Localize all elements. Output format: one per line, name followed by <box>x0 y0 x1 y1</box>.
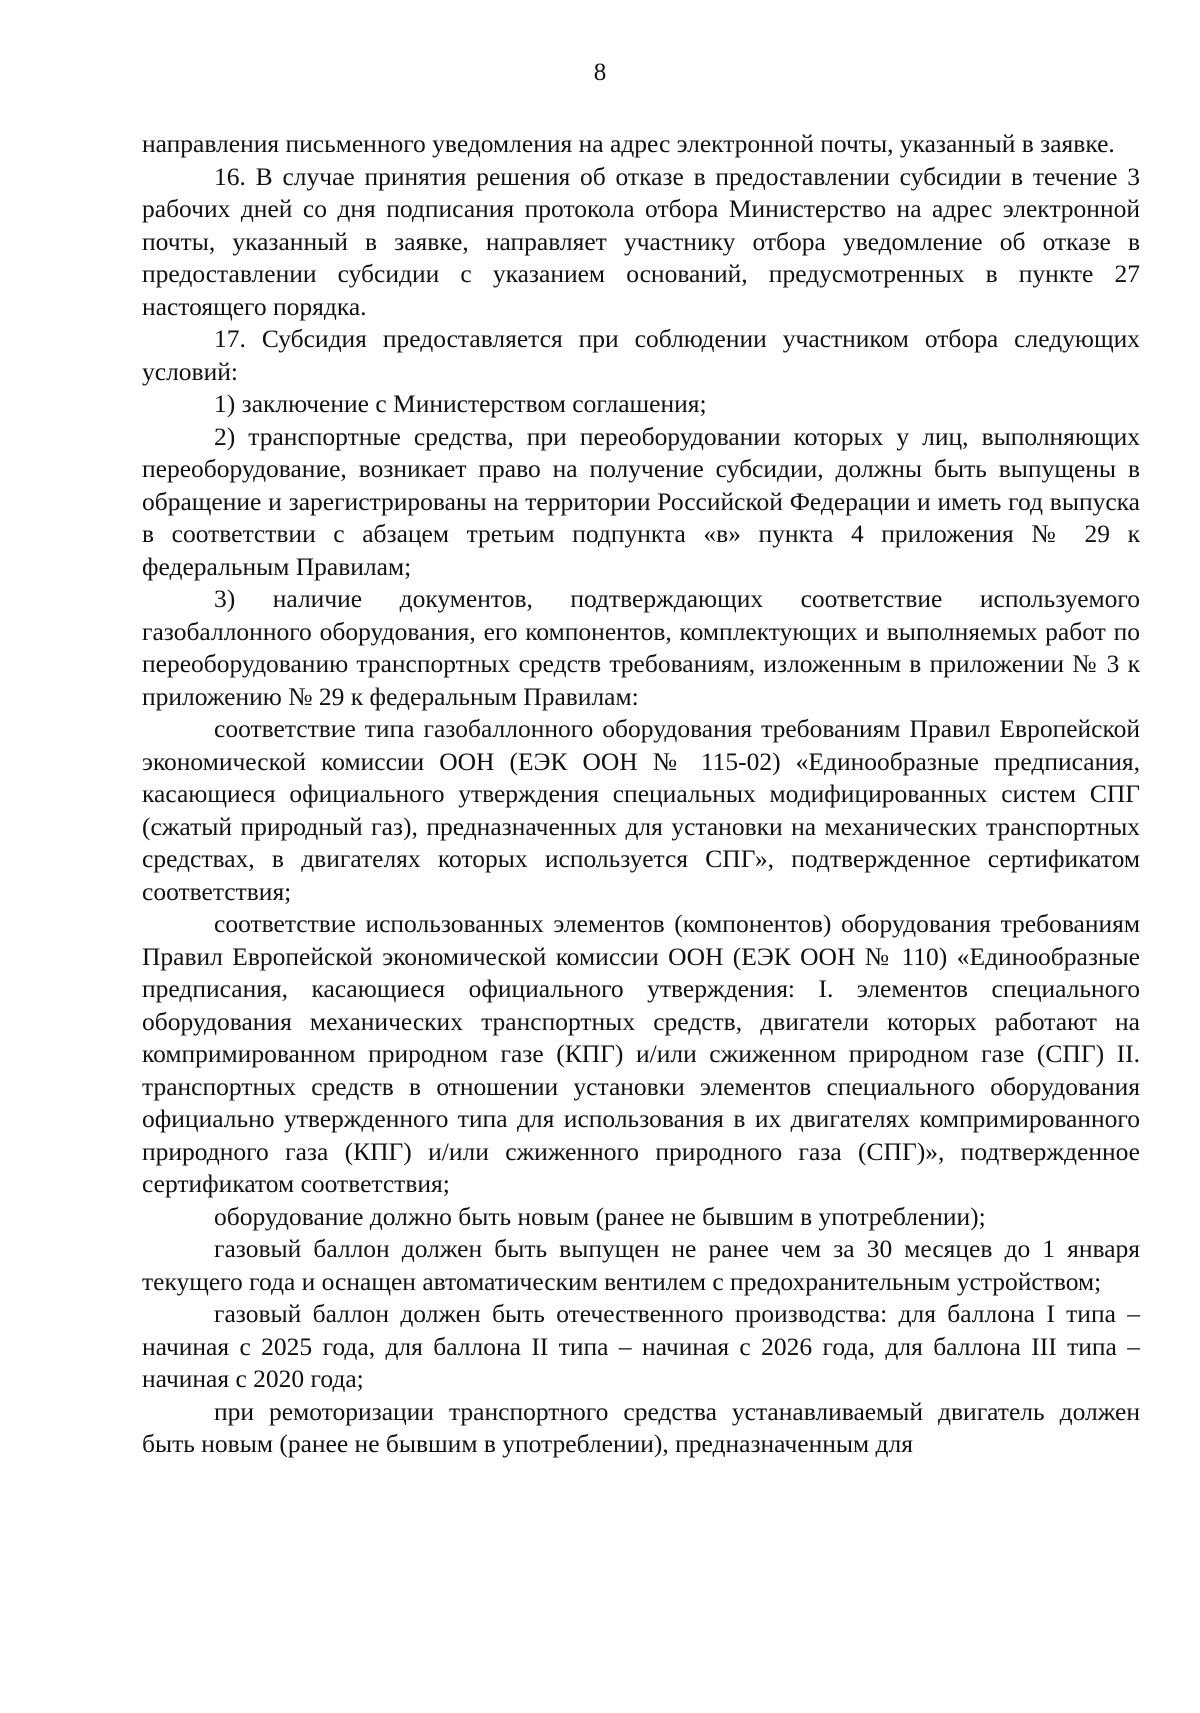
condition-1: 1) заключение с Министерством соглашения; <box>214 389 707 418</box>
requirement-gas-cylinder-age: газовый баллон должен быть выпущен не ранее чем за 30 месяцев до 1 января текущего года и оснащен автоматическим вентилем с предохранительным устройством; <box>142 1234 1140 1296</box>
condition-3: 3) наличие документов, подтверждающих соответствие используемого газобаллонного оборудования, его компонентов, комплектующих и выполняемых работ по переоборудованию транспортных средств требованиям, изложенным в приложении № 3 к приложению № 29 к федеральным Правилам: <box>142 584 1140 711</box>
requirement-ece-110: соответствие использованных элементов (компонентов) оборудования требованиям Правил Европейской экономической комиссии ООН (ЕЭК ООН № 110) «Единообразные предписания, касающиеся официального утверждения: I. элементов специального оборудования механических транспортных средств, двигатели которых работают на компримированном природном газе (КПГ) и/или сжиженном природном газе (СПГ) II. транспортных средств в отношении установки элементов специального оборудования официально утвержденного типа для использования в их двигателях компримированного природного газа (КПГ) и/или сжиженного природного газа (СПГ)», подтвержденное сертификатом соответствия; <box>142 909 1140 1198</box>
requirement-remotorization: при ремоторизации транспортного средства устанавливаемый двигатель должен быть новым (ранее не бывшим в употреблении), предназначенным для <box>142 1396 1140 1458</box>
page-number: 8 <box>593 59 607 86</box>
paragraph-item-17: 17. Субсидия предоставляется при соблюдении участником отбора следующих условий: <box>142 324 1140 386</box>
requirement-ece-115: соответствие типа газобаллонного оборудования требованиям Правил Европейской экономической комиссии ООН (ЕЭК ООН № 115-02) «Единообразные предписания, касающиеся официального утверждения специальных модифицированных систем СПГ (сжатый природный газ), предназначенных для установки на механических транспортных средствах, в двигателях которых используется СПГ», подтвержденное сертификатом соответствия; <box>142 714 1140 906</box>
requirement-new-equipment: оборудование должно быть новым (ранее не бывшим в употреблении); <box>214 1201 986 1231</box>
requirement-gas-cylinder-domestic: газовый баллон должен быть отечественного производства: для баллона I типа – начиная с 2025 года, для баллона II типа – начиная с 2026 года, для баллона III типа – начиная с 2020 года; <box>142 1299 1140 1393</box>
condition-2: 2) транспортные средства, при переоборудовании которых у лиц, выполняющих переоборудование, возникает право на получение субсидии, должны быть выпущены в обращение и зарегистрированы на территории Российской Федерации и иметь год выпуска в соответствии с абзацем третьим подпункта «в» пункта 4 приложения № 29 к федеральным Правилам; <box>142 421 1140 581</box>
paragraph-item-16: 16. В случае принятия решения об отказе в предоставлении субсидии в течение 3 рабочих дней со дня подписания протокола отбора Министерство на адрес электронной почты, указанный в заявке, направляет участнику отбора уведомление об отказе в предоставлении субсидии с указанием оснований, предусмотренных в пункте 27 настоящего порядка. <box>142 161 1140 321</box>
document-body <box>142 128 1140 1461</box>
paragraph-continuation: направления письменного уведомления на адрес электронной почты, указанный в заявке. <box>142 129 1115 158</box>
